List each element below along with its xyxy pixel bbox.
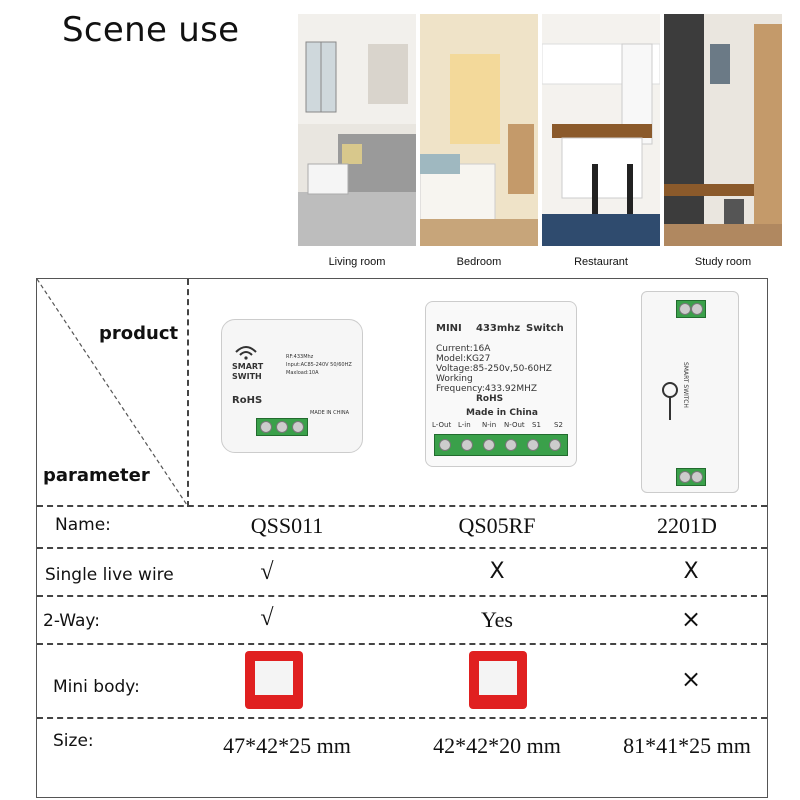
corner-label-product: product <box>99 323 179 344</box>
rohs-mark: RoHS <box>476 394 504 404</box>
terminal-block <box>676 300 706 318</box>
cell-size-qss011: 47*42*25 mm <box>223 733 351 758</box>
cell-two-way-qs05rf: Yes <box>480 607 513 632</box>
scene-photo-living-room <box>298 14 416 246</box>
cell-mini-body-2201d: × <box>680 665 702 693</box>
pin-label: N-Out <box>504 421 525 429</box>
row-divider <box>37 717 767 719</box>
cell-name-2201d: 2201D <box>657 513 717 538</box>
pin-label: L-in <box>458 421 471 429</box>
row-divider <box>37 595 767 597</box>
row-label-size: Size: <box>53 731 94 751</box>
device-label: SMART SWITCH <box>682 362 689 408</box>
terminal-block <box>256 418 308 436</box>
device-label: 433mhz <box>476 323 521 334</box>
scene-label-living-room: Living room <box>328 256 386 268</box>
pin-label: L-Out <box>432 421 452 429</box>
cell-single-live-wire-qs05rf: X <box>489 559 505 584</box>
scene-label-study-room: Study room <box>694 256 752 268</box>
scene-photo-bedroom <box>420 14 538 246</box>
row-label-two-way: 2-Way: <box>43 611 100 631</box>
product-image-qs05rf <box>425 301 577 467</box>
device-label: Switch <box>526 323 564 334</box>
pin-label: S1 <box>532 421 541 429</box>
scene-label-bedroom: Bedroom <box>456 256 502 268</box>
device-spec: Current:16A <box>436 344 491 354</box>
cell-name-qs05rf: QS05RF <box>458 513 536 538</box>
cell-size-qs05rf: 42*42*20 mm <box>433 733 561 758</box>
corner-label-parameter: parameter <box>43 465 150 486</box>
device-label: MINI <box>436 323 462 334</box>
terminal-block <box>434 434 568 456</box>
pin-label: S2 <box>554 421 563 429</box>
cell-size-2201d: 81*41*25 mm <box>623 733 751 758</box>
device-spec: Made in China <box>466 408 538 418</box>
device-spec: RF:433Mhz <box>286 354 314 360</box>
row-label-single-live-wire: Single live wire <box>45 565 174 585</box>
rohs-mark: RoHS <box>232 395 263 406</box>
cell-two-way-qss011: √ <box>260 605 274 631</box>
device-spec: Input:AC85-240V 50/60HZ <box>286 362 352 368</box>
mini-body-image-qs05rf <box>469 651 527 709</box>
scene-photo-study-room <box>664 14 782 246</box>
comparison-table <box>36 278 768 798</box>
cell-name-qss011: QSS011 <box>250 513 324 538</box>
row-divider <box>37 547 767 549</box>
row-label-name: Name: <box>55 515 111 535</box>
device-label: SMART <box>232 362 264 371</box>
device-spec: Working Frequency:433.92MHZ <box>436 374 538 394</box>
wifi-icon <box>234 344 258 360</box>
cell-single-live-wire-2201d: X <box>683 559 699 584</box>
page-title: Scene use <box>62 10 240 50</box>
cell-single-live-wire-qss011: √ <box>260 559 274 585</box>
button-outline <box>658 382 682 422</box>
device-label: SWITH <box>232 372 262 381</box>
mini-body-image-qss011 <box>245 651 303 709</box>
product-image-qss011 <box>221 319 363 453</box>
device-spec: Model:KG27 <box>436 354 491 364</box>
device-spec: Maxload:10A <box>286 370 319 376</box>
cell-two-way-2201d: × <box>680 605 702 633</box>
device-spec: MADE IN CHINA <box>310 410 350 416</box>
scene-photo-restaurant <box>542 14 660 246</box>
row-divider <box>37 643 767 645</box>
product-image-2201d <box>641 291 739 493</box>
device-spec: Voltage:85-250v,50-60HZ <box>436 364 552 374</box>
scene-label-restaurant: Restaurant <box>574 256 628 268</box>
pin-label: N-in <box>482 421 497 429</box>
row-label-mini-body: Mini body: <box>53 677 140 697</box>
terminal-block <box>676 468 706 486</box>
